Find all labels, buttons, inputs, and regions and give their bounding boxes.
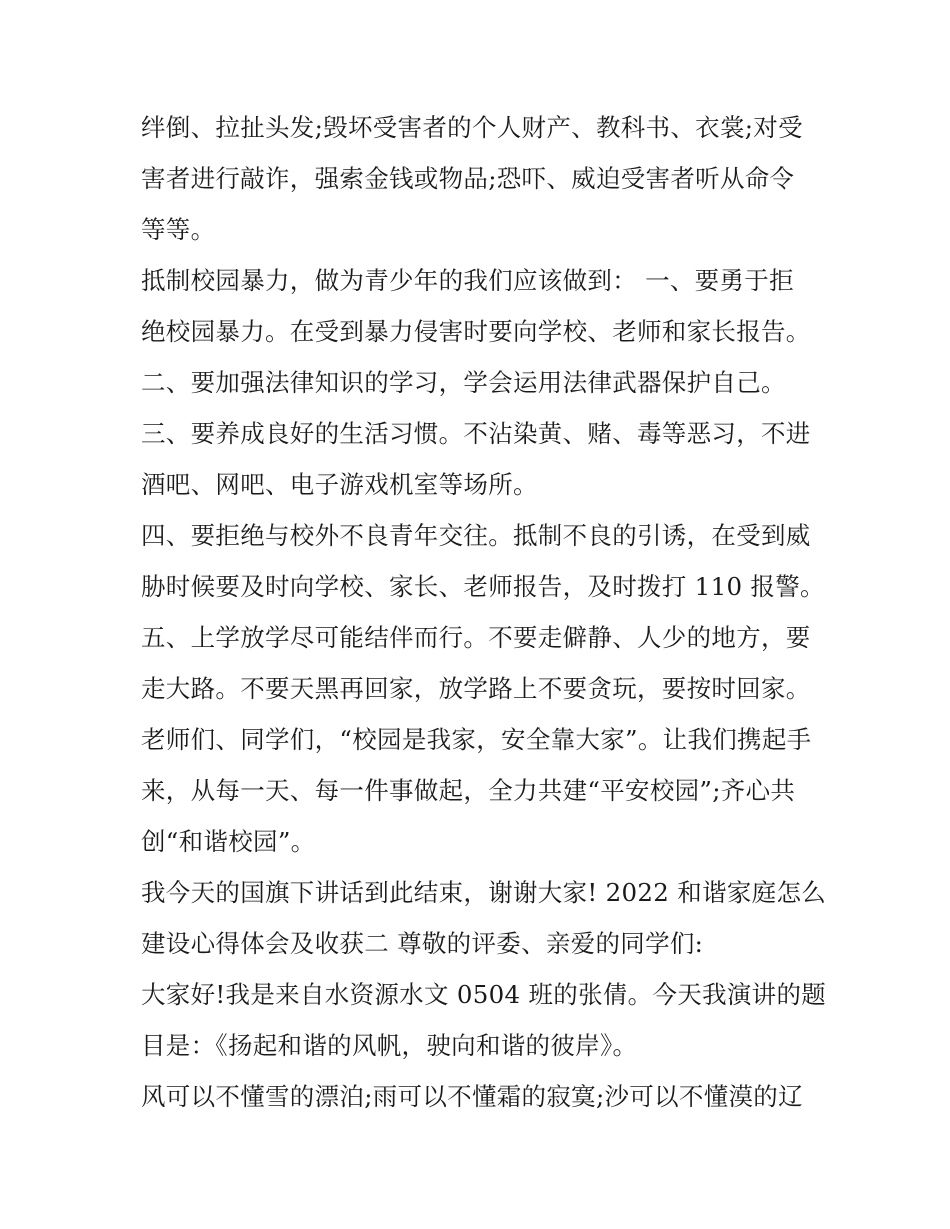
- text-line: 目是：《扬起和谐的风帆，驶向和谐的彼岸》。: [141, 1031, 638, 1060]
- text-line: 走大路。不要天黑再回家，放学路上不要贪玩，要按时回家。: [141, 674, 811, 703]
- text-line: 胁时候要及时向学校、家长、老师报告，及时拨打 110 报警。: [141, 572, 825, 601]
- text-line: 五、上学放学尽可能结伴而行。不要走僻静、人少的地方，要: [141, 623, 811, 652]
- text-line: 害者进行敲诈，强索金钱或物品;恐吓、威迫受害者听从命令: [141, 164, 795, 193]
- text-line: 抵制校园暴力，做为青少年的我们应该做到： 一、要勇于拒: [141, 266, 794, 295]
- text-line: 四、要拒绝与校外不良青年交往。抵制不良的引诱，在受到威: [141, 521, 811, 550]
- text-line: 等等。: [141, 215, 216, 244]
- text-line: 绊倒、拉扯头发;毁坏受害者的个人财产、教科书、衣裳;对受: [141, 113, 803, 142]
- text-line: 大家好!我是来自水资源水文 0504 班的张倩。今天我演讲的题: [141, 980, 827, 1009]
- text-line: 绝校园暴力。在受到暴力侵害时要向学校、老师和家长报告。: [141, 317, 811, 346]
- text-line: 酒吧、网吧、电子游戏机室等场所。: [141, 470, 538, 499]
- text-line: 建设心得体会及收获二 尊敬的评委、亲爱的同学们:: [141, 929, 704, 958]
- text-line: 我今天的国旗下讲话到此结束，谢谢大家! 2022 和谐家庭怎么: [141, 878, 827, 907]
- text-line: 二、要加强法律知识的学习，学会运用法律武器保护自己。: [141, 368, 786, 397]
- text-line: 三、要养成良好的生活习惯。不沾染黄、赌、毒等恶习，不进: [141, 419, 811, 448]
- text-line: 来，从每一天、每一件事做起，全力共建“平安校园”;齐心共: [141, 776, 796, 805]
- text-line: 风可以不懂雪的漂泊;雨可以不懂霜的寂寞;沙可以不懂漠的辽: [141, 1082, 803, 1111]
- text-line: 老师们、同学们，“校园是我家，安全靠大家”。让我们携起手: [141, 725, 812, 754]
- text-line: 创“和谐校园”。: [141, 827, 316, 856]
